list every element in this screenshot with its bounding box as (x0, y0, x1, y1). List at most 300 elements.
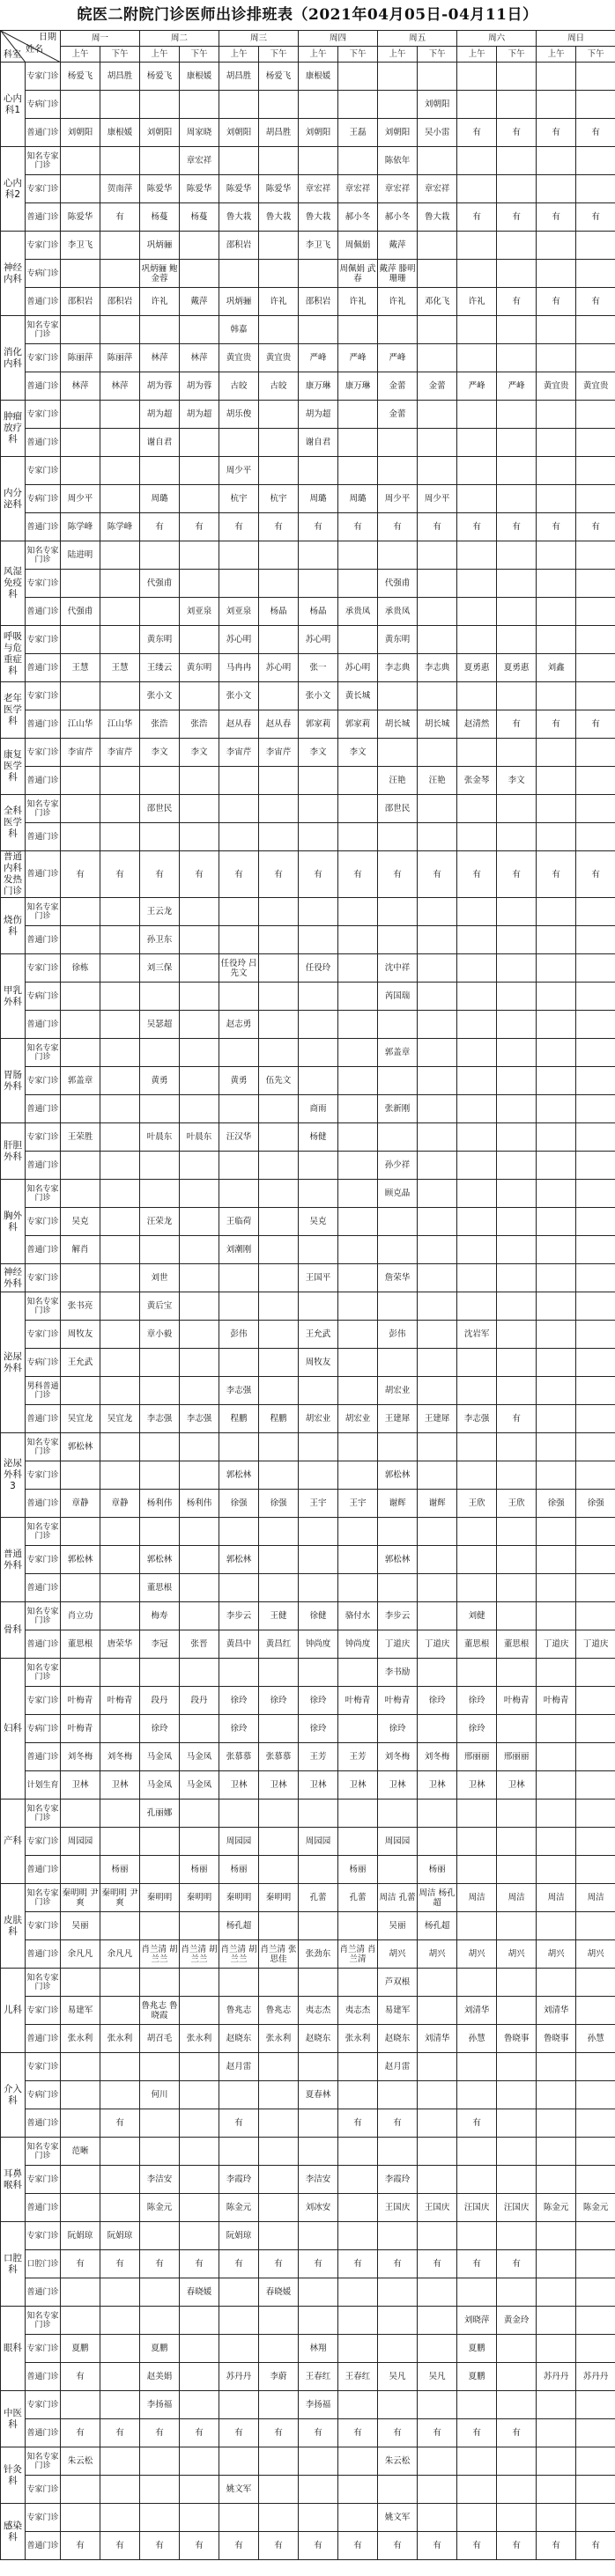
department-cell: 神经内科 (1, 232, 26, 316)
doctor-cell (576, 983, 615, 1011)
doctor-cell (61, 457, 100, 485)
doctor-cell (259, 1236, 299, 1264)
department-cell: 内分泌科 (1, 457, 26, 541)
period-header-am: 上午 (537, 47, 576, 63)
doctor-cell: 黄勇 (140, 1067, 180, 1095)
doctor-cell (259, 1659, 299, 1687)
doctor-cell (338, 626, 378, 654)
table-row (1, 1659, 615, 1687)
doctor-cell (457, 316, 497, 344)
doctor-cell: 黄金玲 (497, 2307, 537, 2335)
doctor-cell: 汪国庆 (457, 2194, 497, 2222)
doctor-cell: 李文 (180, 739, 219, 767)
doctor-cell (180, 626, 219, 654)
doctor-cell (497, 2278, 537, 2307)
doctor-cell (497, 1518, 537, 1546)
doctor-cell: 苏心明 (259, 654, 299, 682)
doctor-cell: 杨丽 (219, 1856, 259, 1884)
doctor-cell (100, 2476, 140, 2504)
doctor-cell: 周园园 (299, 1828, 338, 1856)
doctor-cell: 夏鹏 (140, 2335, 180, 2363)
doctor-cell: 李文 (140, 739, 180, 767)
doctor-cell: 胡兴 (418, 1940, 457, 1969)
doctor-cell (497, 175, 537, 203)
doctor-cell (418, 898, 457, 926)
doctor-cell (457, 2166, 497, 2194)
doctor-cell (140, 2138, 180, 2166)
doctor-cell (299, 2222, 338, 2250)
doctor-cell: 鲁大栽 (418, 203, 457, 232)
doctor-cell (299, 795, 338, 823)
clinic-type-cell: 专家门诊 (26, 1546, 61, 1574)
doctor-cell (299, 2307, 338, 2335)
doctor-cell (537, 954, 576, 983)
table-row (1, 2194, 615, 2222)
doctor-cell: 吴凡 (378, 2363, 418, 2391)
clinic-type-cell: 专病门诊 (26, 260, 61, 288)
clinic-type-cell: 专家门诊 (26, 344, 61, 372)
doctor-cell (259, 232, 299, 260)
doctor-cell (576, 401, 615, 429)
doctor-cell (457, 175, 497, 203)
doctor-cell (259, 2109, 299, 2138)
doctor-cell (537, 541, 576, 570)
clinic-type-cell: 普通门诊 (26, 203, 61, 232)
doctor-cell (180, 1602, 219, 1630)
doctor-cell (299, 2504, 338, 2532)
department-cell: 骨科 (1, 1602, 26, 1659)
doctor-cell (576, 1574, 615, 1602)
doctor-cell: 伍先文 (259, 1067, 299, 1095)
doctor-cell: 吴小雷 (418, 119, 457, 147)
doctor-cell (180, 541, 219, 570)
doctor-cell: 许礼 (259, 288, 299, 316)
doctor-cell (576, 2447, 615, 2476)
doctor-cell (497, 1321, 537, 1349)
doctor-cell (418, 1574, 457, 1602)
doctor-cell: 谢辉 (378, 1490, 418, 1518)
doctor-cell (497, 1800, 537, 1828)
doctor-cell: 商雨 (299, 1095, 338, 1123)
doctor-cell (219, 898, 259, 926)
doctor-cell (180, 1039, 219, 1067)
doctor-cell (497, 2138, 537, 2166)
doctor-cell (576, 1349, 615, 1377)
doctor-cell (299, 1377, 338, 1405)
table-row (1, 1574, 615, 1602)
doctor-cell: 张晋 (180, 1630, 219, 1659)
doctor-cell (378, 316, 418, 344)
doctor-cell (576, 1659, 615, 1687)
doctor-cell (457, 1292, 497, 1321)
doctor-cell: 周洁 孔蕾 (378, 1884, 418, 1912)
doctor-cell (259, 2504, 299, 2532)
doctor-cell (418, 739, 457, 767)
table-row (1, 2447, 615, 2476)
doctor-cell: 有 (299, 851, 338, 898)
doctor-cell: 章静 (100, 1490, 140, 1518)
doctor-cell: 彭伟 (378, 1321, 418, 1349)
doctor-cell (219, 1433, 259, 1461)
doctor-cell (338, 2447, 378, 2476)
department-cell: 甲乳外科 (1, 954, 26, 1039)
doctor-cell (140, 1152, 180, 1180)
doctor-cell (576, 232, 615, 260)
doctor-cell: 朱云松 (378, 2447, 418, 2476)
doctor-cell: 有 (100, 2532, 140, 2560)
doctor-cell (418, 147, 457, 175)
doctor-cell: 马金凤 (140, 1771, 180, 1800)
doctor-cell (576, 626, 615, 654)
doctor-cell: 周园园 (61, 1828, 100, 1856)
doctor-cell: 丁道庆 (537, 1630, 576, 1659)
doctor-cell: 沈岩军 (457, 1321, 497, 1349)
doctor-cell (497, 457, 537, 485)
doctor-cell (100, 1546, 140, 1574)
doctor-cell: 董思根 (61, 1630, 100, 1659)
doctor-cell (457, 1039, 497, 1067)
doctor-cell: 李洁安 (140, 2166, 180, 2194)
doctor-cell (576, 1039, 615, 1067)
doctor-cell (61, 1095, 100, 1123)
doctor-cell: 有 (140, 2532, 180, 2560)
doctor-cell: 卫林 (338, 1771, 378, 1800)
department-cell: 感染科 (1, 2504, 26, 2560)
doctor-cell (100, 1039, 140, 1067)
doctor-cell: 王宇 (338, 1490, 378, 1518)
doctor-cell: 鲁兆志 (259, 1997, 299, 2025)
doctor-cell (180, 570, 219, 598)
doctor-cell (378, 823, 418, 851)
doctor-cell: 有 (418, 2532, 457, 2560)
doctor-cell: 胡宏业 (299, 1405, 338, 1433)
doctor-cell: 阮娟琼 (219, 2222, 259, 2250)
doctor-cell (140, 1461, 180, 1490)
doctor-cell (180, 232, 219, 260)
doctor-cell (219, 541, 259, 570)
doctor-cell (219, 2081, 259, 2109)
doctor-cell (259, 316, 299, 344)
doctor-cell: 金蕾 (378, 401, 418, 429)
doctor-cell (378, 1433, 418, 1461)
doctor-cell (497, 429, 537, 457)
doctor-cell: 杭宇 (219, 485, 259, 513)
doctor-cell: 张慕慕 (259, 1743, 299, 1771)
doctor-cell (140, 1518, 180, 1546)
doctor-cell (259, 429, 299, 457)
doctor-cell: 刘世 (140, 1264, 180, 1292)
table-corner (1, 31, 61, 63)
clinic-type-cell: 专家门诊 (26, 1828, 61, 1856)
doctor-cell (299, 147, 338, 175)
table-row (1, 344, 615, 372)
doctor-cell (457, 1828, 497, 1856)
doctor-cell (537, 1292, 576, 1321)
doctor-cell (457, 1433, 497, 1461)
doctor-cell (180, 983, 219, 1011)
doctor-cell (180, 2363, 219, 2391)
clinic-type-cell: 普通门诊 (26, 1574, 61, 1602)
doctor-cell: 有 (457, 2250, 497, 2278)
doctor-cell: 徐玲 (219, 1715, 259, 1743)
doctor-cell (457, 795, 497, 823)
doctor-cell: 胡召毛 (140, 2025, 180, 2053)
doctor-cell (338, 1039, 378, 1067)
doctor-cell (259, 2166, 299, 2194)
doctor-cell (497, 1011, 537, 1039)
doctor-cell: 刘清华 (418, 2025, 457, 2053)
doctor-cell (378, 63, 418, 91)
doctor-cell (537, 1011, 576, 1039)
doctor-cell (537, 1602, 576, 1630)
doctor-cell (61, 2053, 100, 2081)
doctor-cell (418, 1715, 457, 1743)
doctor-cell (457, 1349, 497, 1377)
doctor-cell: 邢丽丽 (497, 1743, 537, 1771)
table-row (1, 626, 615, 654)
doctor-cell (418, 2166, 457, 2194)
doctor-cell: 林萍 (140, 344, 180, 372)
table-row (1, 795, 615, 823)
doctor-cell (576, 2504, 615, 2532)
doctor-cell (537, 767, 576, 795)
doctor-cell (259, 795, 299, 823)
doctor-cell: 康根媛 (100, 119, 140, 147)
doctor-cell (576, 1461, 615, 1490)
table-row (1, 2166, 615, 2194)
department-cell: 心内科2 (1, 147, 26, 232)
doctor-cell: 有 (61, 851, 100, 898)
clinic-type-cell: 专家门诊 (26, 1264, 61, 1292)
clinic-type-cell: 知名专家门诊 (26, 1969, 61, 1997)
doctor-cell: 戴萍 (180, 288, 219, 316)
doctor-cell: 马冉冉 (219, 654, 259, 682)
doctor-cell (61, 1969, 100, 1997)
doctor-cell: 郭松林 (61, 1433, 100, 1461)
doctor-cell (61, 2278, 100, 2307)
doctor-cell (576, 1828, 615, 1856)
doctor-cell (497, 739, 537, 767)
doctor-cell (576, 1321, 615, 1349)
doctor-cell (457, 1659, 497, 1687)
clinic-type-cell: 知名专家门诊 (26, 316, 61, 344)
doctor-cell (378, 429, 418, 457)
doctor-cell (338, 1969, 378, 1997)
clinic-type-cell: 普通门诊 (26, 598, 61, 626)
table-row (1, 2081, 615, 2109)
doctor-cell: 郭家莉 (299, 710, 338, 739)
doctor-cell: 周园园 (219, 1828, 259, 1856)
doctor-cell (576, 2391, 615, 2419)
doctor-cell (418, 823, 457, 851)
doctor-cell: 李宙芹 (259, 739, 299, 767)
doctor-cell (140, 1236, 180, 1264)
doctor-cell (140, 2447, 180, 2476)
doctor-cell: 林萍 (61, 372, 100, 401)
doctor-cell: 丁道庆 (576, 1630, 615, 1659)
doctor-cell (457, 2504, 497, 2532)
doctor-cell (457, 1264, 497, 1292)
doctor-cell: 郭盖章 (378, 1039, 418, 1067)
table-row (1, 2476, 615, 2504)
doctor-cell (259, 1912, 299, 1940)
day-header-sun: 周日 (537, 31, 615, 47)
doctor-cell: 有 (219, 2419, 259, 2447)
doctor-cell (497, 570, 537, 598)
doctor-cell (338, 1800, 378, 1828)
table-row (1, 2138, 615, 2166)
doctor-cell: 有 (140, 513, 180, 541)
doctor-cell (457, 682, 497, 710)
doctor-cell (100, 1321, 140, 1349)
doctor-cell (299, 823, 338, 851)
clinic-type-cell: 普通门诊 (26, 2363, 61, 2391)
doctor-cell (299, 1856, 338, 1884)
doctor-cell (219, 570, 259, 598)
doctor-cell: 李步云 (378, 1602, 418, 1630)
doctor-cell: 徐玲 (219, 1687, 259, 1715)
doctor-cell (219, 1800, 259, 1828)
corner-dept-label: 科室 (4, 50, 21, 60)
table-row (1, 1039, 615, 1067)
doctor-cell (418, 1659, 457, 1687)
table-row (1, 1152, 615, 1180)
doctor-cell (61, 2476, 100, 2504)
doctor-cell (338, 1912, 378, 1940)
doctor-cell (61, 823, 100, 851)
doctor-cell: 卫林 (299, 1771, 338, 1800)
doctor-cell (497, 1039, 537, 1067)
doctor-cell: 苏心明 (299, 626, 338, 654)
doctor-cell (418, 1236, 457, 1264)
doctor-cell (418, 1321, 457, 1349)
doctor-cell: 卫林 (219, 1771, 259, 1800)
doctor-cell: 有 (576, 710, 615, 739)
doctor-cell: 周璐 (140, 485, 180, 513)
clinic-type-cell: 男科普通门诊 (26, 1377, 61, 1405)
doctor-cell (378, 739, 418, 767)
table-row (1, 1405, 615, 1433)
clinic-type-cell: 知名专家门诊 (26, 1659, 61, 1687)
doctor-cell (219, 926, 259, 954)
doctor-cell (576, 795, 615, 823)
doctor-cell: 李卫飞 (61, 232, 100, 260)
doctor-cell (418, 2222, 457, 2250)
table-row (1, 1771, 615, 1800)
clinic-type-cell: 普通门诊 (26, 1856, 61, 1884)
doctor-cell (100, 1180, 140, 1208)
doctor-cell (497, 316, 537, 344)
doctor-cell (537, 316, 576, 344)
period-header-am: 上午 (140, 47, 180, 63)
doctor-cell: 郭松林 (378, 1461, 418, 1490)
doctor-cell: 赵美娟 (140, 2363, 180, 2391)
doctor-cell (576, 1292, 615, 1321)
doctor-cell (140, 316, 180, 344)
table-row (1, 1208, 615, 1236)
doctor-cell: 杨健 (299, 1123, 338, 1152)
doctor-cell: 夏鹏 (61, 2335, 100, 2363)
doctor-cell (497, 147, 537, 175)
doctor-cell: 周洁 杨孔超 (418, 1884, 457, 1912)
table-row (1, 1067, 615, 1095)
period-header-pm: 下午 (576, 47, 615, 63)
doctor-cell (457, 1518, 497, 1546)
doctor-cell: 有 (537, 710, 576, 739)
department-cell: 风湿免疫科 (1, 541, 26, 626)
doctor-cell (100, 2363, 140, 2391)
doctor-cell (537, 1771, 576, 1800)
doctor-cell (497, 1377, 537, 1405)
doctor-cell (576, 175, 615, 203)
clinic-type-cell: 普通门诊 (26, 2109, 61, 2138)
doctor-cell: 有 (457, 2532, 497, 2560)
doctor-cell (61, 429, 100, 457)
doctor-cell: 有 (378, 851, 418, 898)
doctor-cell (497, 401, 537, 429)
department-cell: 中医科 (1, 2391, 26, 2447)
doctor-cell (457, 2138, 497, 2166)
doctor-cell: 刘鑫 (537, 654, 576, 682)
doctor-cell: 易建军 (378, 1997, 418, 2025)
doctor-cell: 卫林 (100, 1771, 140, 1800)
doctor-cell (100, 1208, 140, 1236)
doctor-cell (378, 1067, 418, 1095)
doctor-cell (100, 1912, 140, 1940)
doctor-cell: 芮国瑞 (378, 983, 418, 1011)
doctor-cell: 章宏祥 (180, 147, 219, 175)
doctor-cell: 芦双根 (378, 1969, 418, 1997)
doctor-cell (338, 926, 378, 954)
doctor-cell (100, 91, 140, 119)
doctor-cell (457, 823, 497, 851)
doctor-cell: 金蕾 (418, 372, 457, 401)
doctor-cell: 有 (180, 2419, 219, 2447)
doctor-cell: 有 (576, 119, 615, 147)
doctor-cell (457, 1095, 497, 1123)
doctor-cell: 周洁 (537, 1884, 576, 1912)
doctor-cell: 王国平 (299, 1264, 338, 1292)
doctor-cell: 李文 (338, 739, 378, 767)
doctor-cell: 张慕慕 (219, 1743, 259, 1771)
clinic-type-cell: 专家门诊 (26, 2335, 61, 2363)
doctor-cell: 张书亮 (61, 1292, 100, 1321)
doctor-cell (100, 1292, 140, 1321)
doctor-cell (259, 2447, 299, 2476)
clinic-type-cell: 普通门诊 (26, 1011, 61, 1039)
doctor-cell (497, 232, 537, 260)
doctor-cell (457, 1969, 497, 1997)
doctor-cell: 郭松林 (61, 1546, 100, 1574)
doctor-cell: 陈金元 (537, 2194, 576, 2222)
doctor-cell (338, 1011, 378, 1039)
doctor-cell: 卫林 (418, 1771, 457, 1800)
doctor-cell (180, 2307, 219, 2335)
clinic-type-cell: 专家门诊 (26, 63, 61, 91)
doctor-cell: 有 (61, 2419, 100, 2447)
doctor-cell: 杨丽 (418, 1856, 457, 1884)
doctor-cell (100, 485, 140, 513)
doctor-cell (338, 316, 378, 344)
doctor-cell (418, 795, 457, 823)
doctor-cell (219, 767, 259, 795)
doctor-cell: 肖立功 (61, 1602, 100, 1630)
doctor-cell: 何川 (140, 2081, 180, 2109)
doctor-cell (299, 2278, 338, 2307)
doctor-cell (299, 1067, 338, 1095)
doctor-cell (418, 1264, 457, 1292)
doctor-cell: 吴丽 (61, 1912, 100, 1940)
